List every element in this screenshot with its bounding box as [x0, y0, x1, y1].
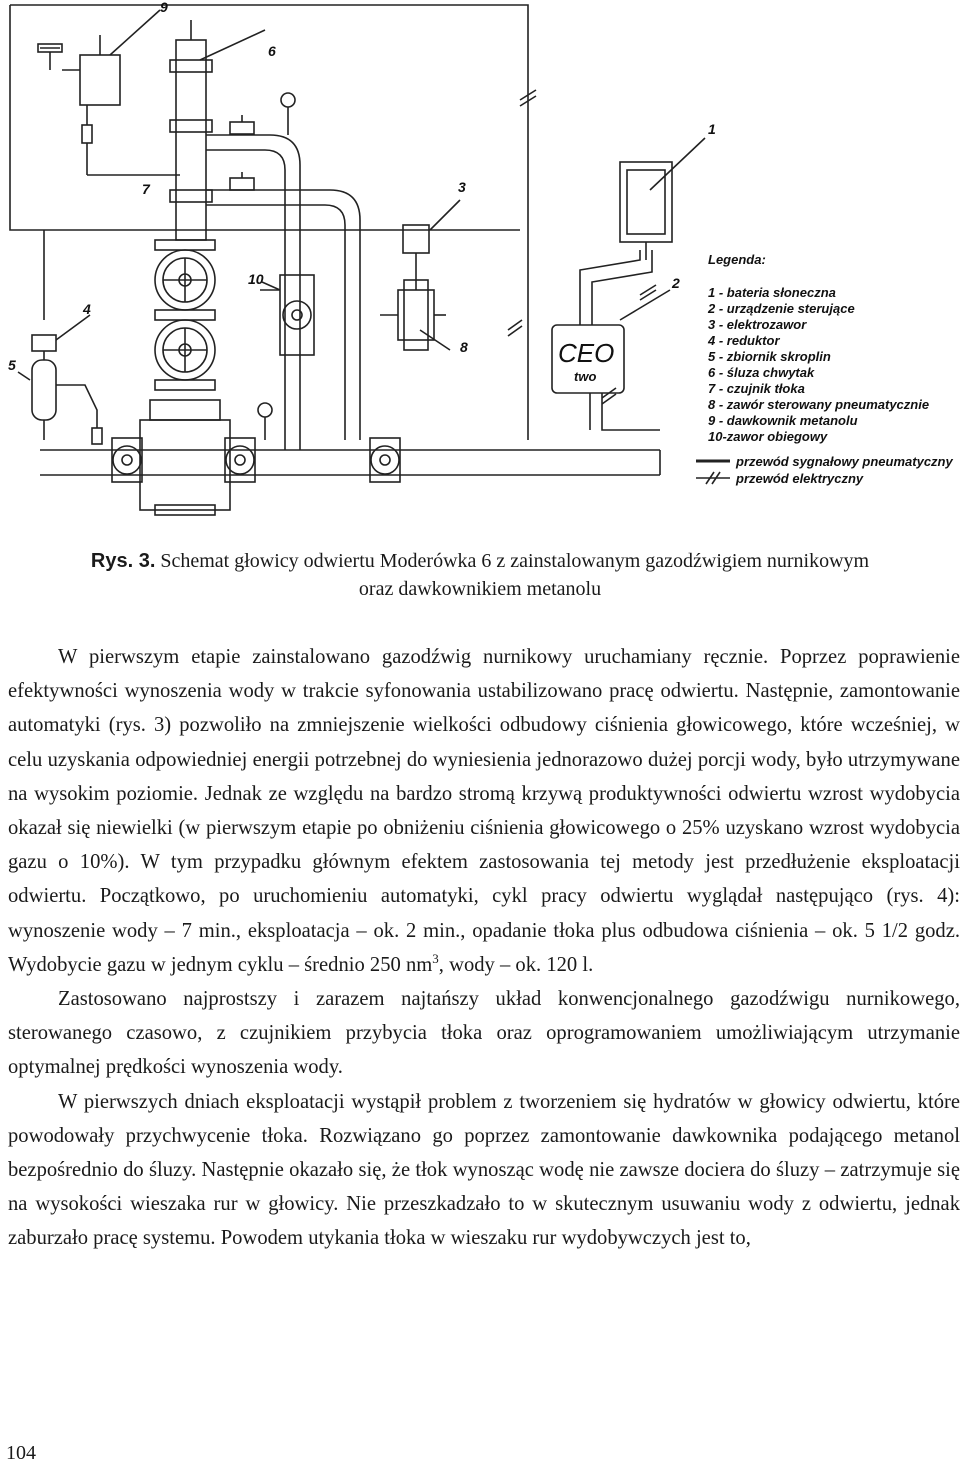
schematic-drawing — [10, 5, 730, 515]
line-legend-electric: przewód elektryczny — [736, 471, 864, 486]
caption-line-1 — [0, 547, 960, 575]
caption-label: Rys. 3. — [90, 550, 156, 572]
callout-2: 2 — [672, 275, 680, 291]
callout-6: 6 — [268, 43, 276, 59]
legend-item: 5 - zbiornik skroplin — [708, 349, 831, 364]
legend-item: 10-zawor obiegowy — [708, 429, 828, 444]
callout-3: 3 — [458, 179, 466, 195]
caption-text-1: Schemat głowicy odwiertu Moderówka 6 z zainstalowanym gazodźwigiem nurnikowym — [160, 550, 870, 572]
body-text — [8, 640, 960, 1256]
callout-7: 7 — [142, 181, 150, 197]
callout-1: 1 — [708, 121, 716, 137]
legend-item: 2 - urządzenie sterujące — [708, 301, 855, 316]
callout-5: 5 — [8, 357, 16, 373]
legend-item: 1 - bateria słoneczna — [708, 285, 836, 300]
legend-item: 7 - czujnik tłoka — [708, 381, 805, 396]
legend-title: Legenda: — [708, 252, 766, 267]
legend-item: 8 - zawór sterowany pneumatycznie — [708, 397, 930, 412]
callout-10: 10 — [248, 271, 264, 287]
wellhead-schematic — [0, 0, 960, 520]
paragraph-2: Zastosowano najprostszy i zarazem najtańszy układ konwencjonalnego gazodźwigu nurnikowego, sterowanego czasowo, z czujnikiem przybycia tłoka oraz oprogramowaniem umożliwiającym utrzymanie optymalnej prędkości wynoszenia wody. — [8, 988, 960, 1079]
callout-4: 4 — [83, 301, 91, 317]
paragraph-1-text: W pierwszym etapie zainstalowano gazodźwig nurnikowy uruchamiany ręcznie. Poprzez poprawienie efektywności wynoszenia wody w trakcie syfonowania ustabilizowano pracę odwiertu. Następnie, zamontowanie automatyki (rys. 3) pozwoliło na zmniejszenie wielkości odbudowy ciśnienia głowicowego, które wcześniej, w celu uzyskania odpowiedniej energii potrzebnej do wyniesienia jednorazowo dużej porcji wody, było utrzymywane na wysokim poziomie. Jednak ze względu na bardzo stromą krzywą produktywności odwiertu wzrost wydobycia okazał się niewielki (w pierwszym etapie po obniżeniu ciśnienia głowicowego o 25% uzyskano wzrost wydobycia gazu o 10%). W tym przypadku głównym efektem zastosowania tej metody jest przedłużenie eksploatacji odwiertu. Początkowo, po uruchomieniu automatyki, cykl pracy odwiertu wyglądał następująco (rys. 4): wynoszenie wody – 7 min., eksploatacja – ok. 2 min., opadanie tłoka plus odbudowa ciśnienia – ok. 5 1/2 godz. Wydobycie gazu w jednym cyklu – średnio 250 nm — [8, 646, 960, 976]
page-number: 104 — [6, 1442, 36, 1464]
legend-item: 4 - reduktor — [708, 333, 780, 348]
ceo-label: CEO — [558, 338, 615, 368]
callout-8: 8 — [460, 339, 468, 355]
legend-item: 3 - elektrozawor — [708, 317, 807, 332]
ceo-sublabel: two — [574, 369, 597, 384]
figure-caption — [0, 547, 960, 603]
line-legend-pneumatic: przewód sygnałowy pneumatyczny — [736, 454, 953, 469]
paragraph-3: W pierwszych dniach eksploatacji wystąpił problem z tworzeniem się hydratów w głowicy odwiertu, które powodowały przychwycenie tłoka. Rozwiązano go poprzez zamontowanie dawkownika podającego metanol bezpośrednio do śluzy. Następnie okazało się, że tłok wynosząc wodę nie zawsze dociera do śluzy – zatrzymuje się na wysokości wieszaka rur w głowicy. Nie przeszkadzało to w skutecznym usuwaniu wody z odwiertu, jednak zaburzało pracę systemu. Powodem utykania tłoka w wieszaku rur wydobywczych jest to, — [8, 1090, 960, 1250]
paragraph-1 — [8, 640, 960, 982]
legend-item: 9 - dawkownik metanolu — [708, 413, 858, 428]
callout-9: 9 — [160, 0, 168, 15]
paragraph-1-tail: , wody – ok. 120 l. — [438, 953, 594, 976]
legend-item: 6 - śluza chwytak — [708, 365, 815, 380]
legend — [707, 252, 953, 486]
superscript-3: 3 — [432, 950, 439, 966]
caption-text-2: oraz dawkownikiem metanolu — [358, 578, 602, 600]
